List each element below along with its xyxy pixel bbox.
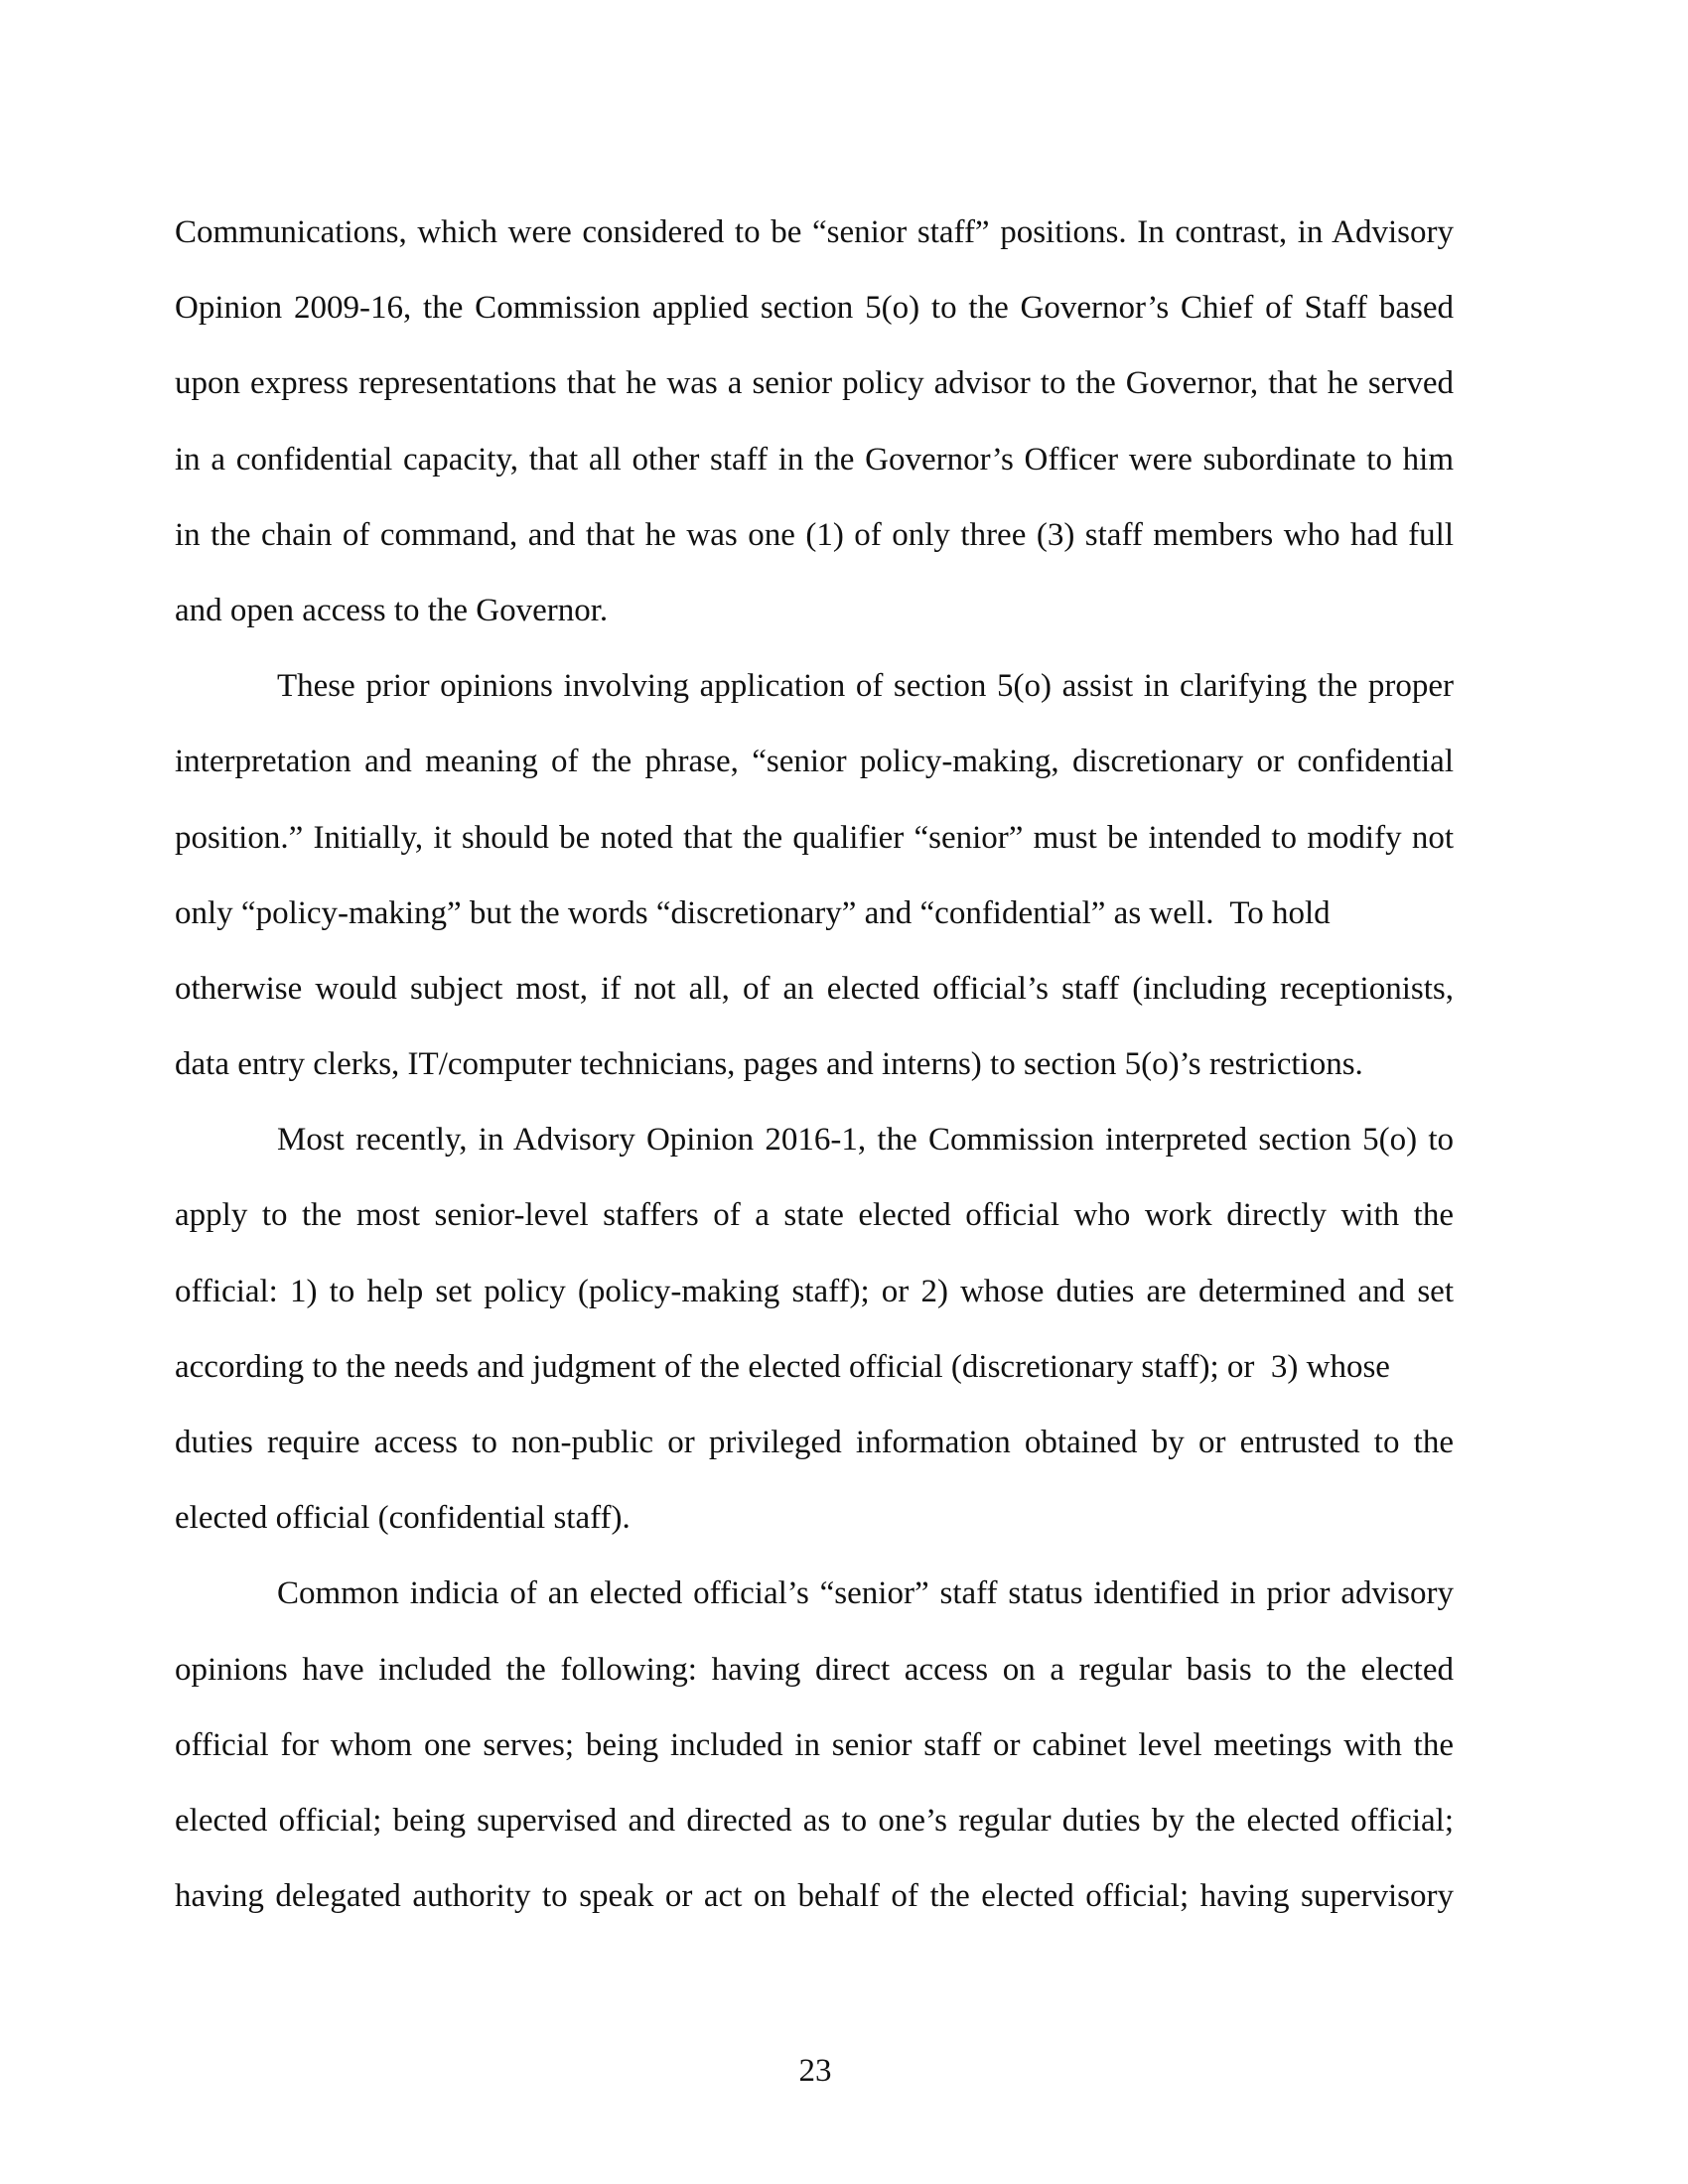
text-line: Opinion 2009-16, the Commission applied section 5(o) to the Governor’s Chief of Staff based	[175, 290, 1454, 327]
text-line: apply to the most senior-level staffers of a state elected official who work directly with the	[175, 1197, 1454, 1234]
text-line: official: 1) to help set policy (policy-making staff); or 2) whose duties are determined and set	[175, 1273, 1454, 1309]
text-line: official for whom one serves; being included in senior staff or cabinet level meetings with the	[175, 1726, 1454, 1763]
paragraph	[175, 1102, 1454, 1556]
text-line: opinions have included the following: having direct access on a regular basis to the elected	[175, 1651, 1454, 1688]
text-line: duties require access to non-public or privileged information obtained by or entrusted to the	[175, 1425, 1454, 1460]
text-line: in a confidential capacity, that all other staff in the Governor’s Officer were subordinate to him	[175, 441, 1454, 478]
paragraph	[175, 195, 1454, 648]
text-line: elected official (confidential staff).	[175, 1500, 631, 1537]
text-line: according to the needs and judgment of the elected official (discretionary staff); or 3) whose	[175, 1348, 1390, 1385]
text-line: elected official; being supervised and directed as to one’s regular duties by the elected official;	[175, 1802, 1454, 1839]
paragraph	[175, 1556, 1454, 1934]
text-line: Most recently, in Advisory Opinion 2016-1, the Commission interpreted section 5(o) to	[277, 1122, 1454, 1159]
text-line: These prior opinions involving application of section 5(o) assist in clarifying the proper	[277, 668, 1454, 705]
text-line: and open access to the Governor.	[175, 592, 609, 628]
text-line: only “policy-making” but the words “discretionary” and “confidential” as well. To hold	[175, 894, 1331, 931]
text-line: in the chain of command, and that he was one (1) of only three (3) staff members who had full	[175, 516, 1454, 553]
paragraph	[175, 648, 1454, 1102]
text-line: otherwise would subject most, if not all, of an elected official’s staff (including receptionists,	[175, 970, 1454, 1007]
text-line: upon express representations that he was a senior policy advisor to the Governor, that he served	[175, 365, 1454, 402]
text-line: Communications, which were considered to be “senior staff” positions. In contrast, in Advisory	[175, 214, 1454, 250]
text-line: data entry clerks, IT/computer technicians, pages and interns) to section 5(o)’s restrictions.	[175, 1046, 1363, 1083]
text-line: Common indicia of an elected official’s “senior” staff status identified in prior advisory	[277, 1575, 1454, 1612]
text-line: interpretation and meaning of the phrase, “senior policy-making, discretionary or confidential	[175, 744, 1454, 780]
text-line: position.” Initially, it should be noted that the qualifier “senior” must be intended to modify not	[175, 819, 1454, 856]
page-number: 23	[798, 2053, 832, 2089]
text-line: having delegated authority to speak or act on behalf of the elected official; having supervisory	[175, 1878, 1454, 1915]
body-text	[175, 195, 1454, 1934]
